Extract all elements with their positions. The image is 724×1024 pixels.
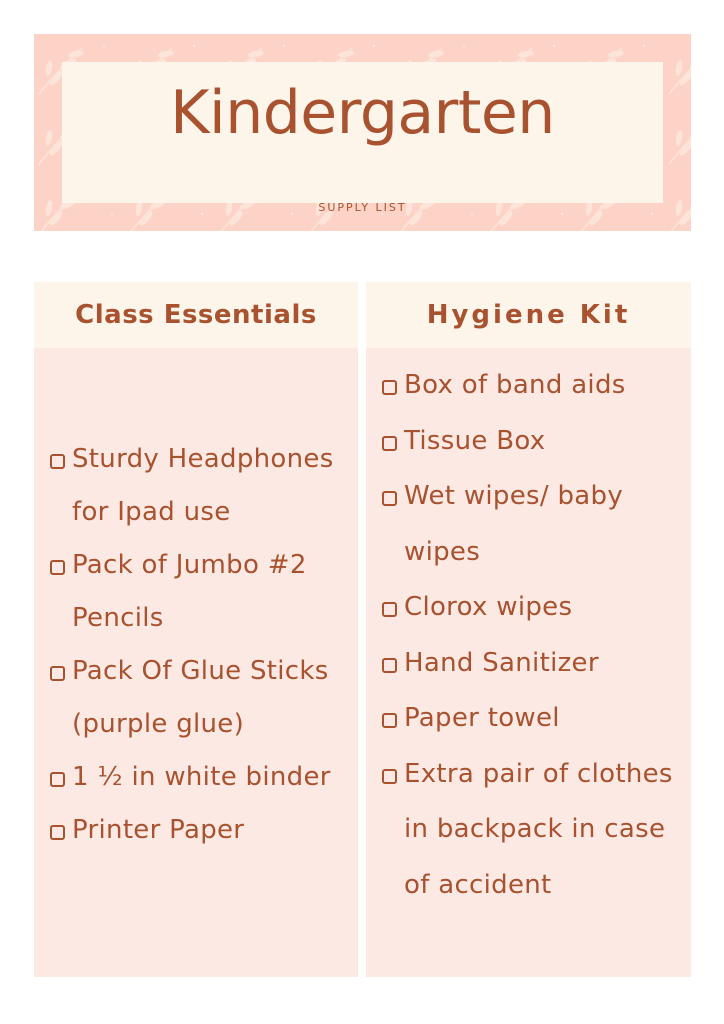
list-item (50, 804, 352, 857)
item-label: Extra pair of clothes in backpack in case of accident (404, 758, 673, 900)
list-item (382, 747, 685, 914)
checkbox-icon[interactable] (50, 825, 65, 840)
checkbox-icon[interactable] (50, 666, 65, 681)
list-item (382, 636, 685, 692)
class-essentials-list (50, 433, 352, 857)
item-label: Wet wipes/ baby wipes (404, 481, 624, 567)
item-label: Pack of Jumbo #2 Pencils (72, 550, 307, 633)
header-banner (34, 34, 691, 231)
checkbox-icon[interactable] (382, 769, 397, 784)
class-essentials-heading: Class Essentials (34, 282, 358, 348)
checkbox-icon[interactable] (382, 713, 397, 728)
checkbox-icon[interactable] (50, 772, 65, 787)
checkbox-icon[interactable] (50, 560, 65, 575)
list-item (382, 691, 685, 747)
item-label: Pack Of Glue Sticks (purple glue) (72, 656, 329, 739)
item-label: Paper towel (404, 703, 560, 733)
checkbox-icon[interactable] (382, 380, 397, 395)
hygiene-kit-heading: Hygiene Kit (366, 282, 691, 348)
list-item (382, 358, 685, 414)
item-label: Hand Sanitizer (404, 647, 599, 678)
checkbox-icon[interactable] (382, 436, 397, 451)
item-label: Sturdy Headphones for Ipad use (72, 444, 334, 527)
list-item (50, 645, 352, 751)
list-item (382, 580, 685, 636)
hygiene-kit-column (366, 282, 691, 977)
checkbox-icon[interactable] (50, 454, 65, 469)
checkbox-icon[interactable] (382, 658, 397, 673)
item-label: Box of band aids (404, 370, 626, 400)
page-subtitle: SUPPLY LIST (318, 201, 407, 214)
item-label: Printer Paper (72, 815, 245, 845)
checkbox-icon[interactable] (382, 602, 397, 617)
item-label: 1 ½ in white binder (72, 762, 331, 792)
item-label: Clorox wipes (404, 592, 573, 622)
hygiene-kit-list (382, 358, 685, 913)
item-label: Tissue Box (404, 425, 546, 456)
page-title: Kindergarten (170, 78, 555, 148)
list-item (382, 414, 685, 470)
list-item (382, 469, 685, 580)
list-item (50, 539, 352, 645)
checkbox-icon[interactable] (382, 491, 397, 506)
list-item (50, 751, 352, 804)
list-item (50, 433, 352, 539)
class-essentials-column (34, 282, 358, 977)
